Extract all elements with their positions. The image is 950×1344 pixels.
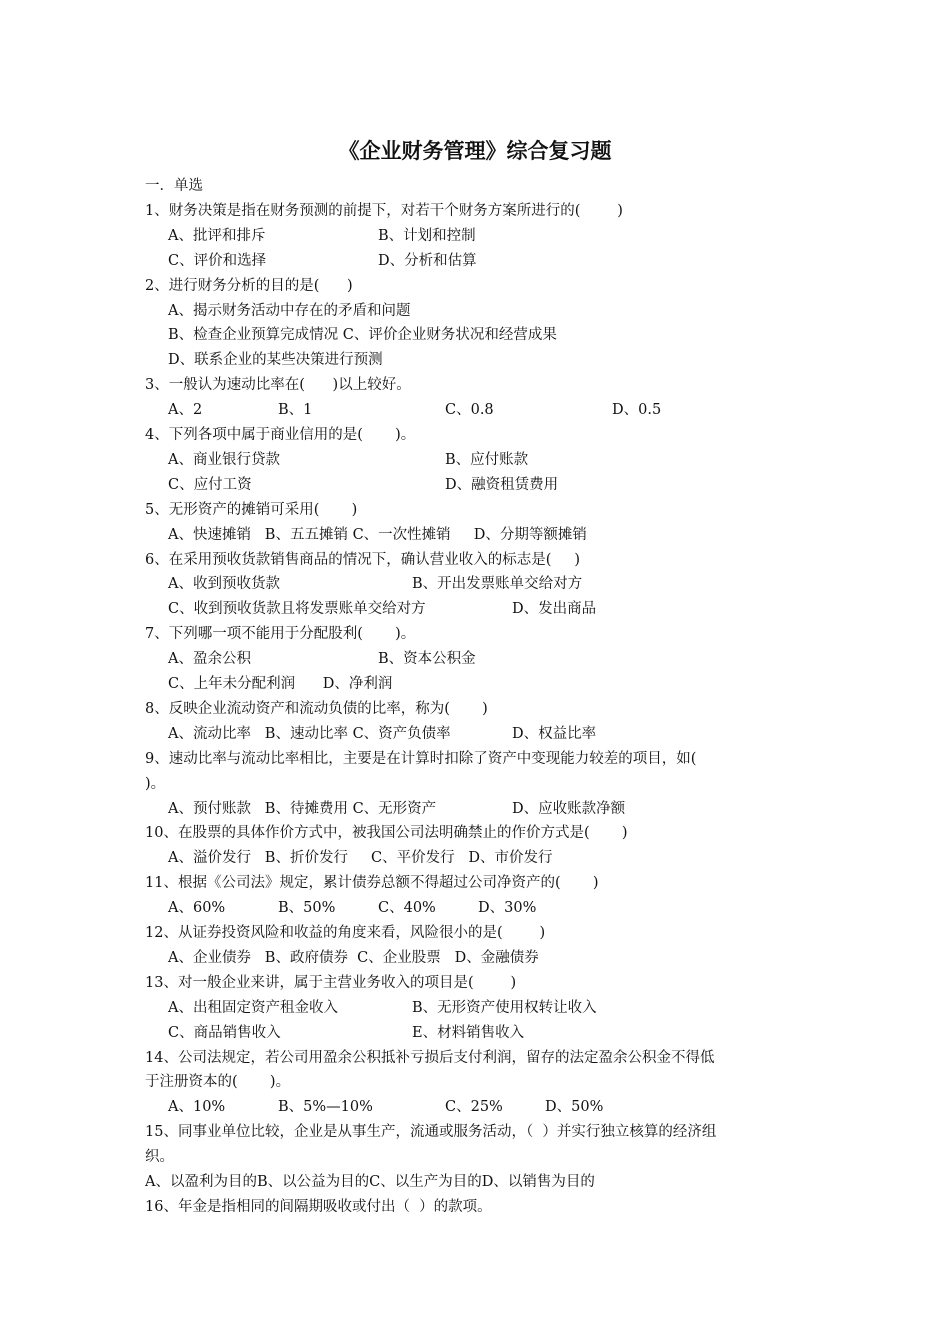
section-heading: 一．单选 (145, 178, 203, 194)
answer-option: C、应付工资 (168, 476, 252, 493)
answer-option: B、开出发票账单交给对方 (412, 576, 583, 593)
answer-option: A、10% (168, 1099, 226, 1116)
question-stem: 3、一般认为速动比率在( )以上较好。 (145, 377, 411, 394)
answer-option: B、1 (278, 402, 313, 419)
question-stem: 8、反映企业流动资产和流动负债的比率，称为( ) (145, 700, 488, 717)
question-stem: 11、根据《公司法》规定，累计债券总额不得超过公司净资产的( ) (145, 875, 599, 892)
answer-option: C、25% (445, 1099, 503, 1116)
question-stem: 15、同事业单位比较，企业是从事生产，流通或服务活动，（ ）并实行独立核算的经济组 (145, 1124, 717, 1141)
answer-option: D、应收账款净额 (512, 800, 626, 817)
question-stem: 12、从证券投资风险和收益的角度来看，风险很小的是( ) (145, 925, 546, 941)
answer-option: A、企业债券 B、政府债券 C、企业股票 D、金融债券 (168, 949, 539, 966)
answer-option: D、50% (545, 1099, 604, 1116)
answer-option: D、发出商品 (512, 601, 597, 618)
answer-option: A、60% (168, 900, 226, 917)
answer-option: B、计划和控制 (378, 227, 476, 244)
question-stem: 5、无形资产的摊销可采用( ) (145, 501, 358, 518)
answer-option: B、5%—10% (278, 1099, 373, 1116)
document-title: 《企业财务管理》综合复习题 (338, 139, 612, 163)
answer-option: A、流动比率 B、速动比率 C、资产负债率 (168, 725, 451, 742)
answer-option: C、40% (378, 900, 436, 917)
answer-option: D、30% (478, 900, 537, 917)
answer-option: A、揭示财务活动中存在的矛盾和问题 (168, 302, 411, 319)
answer-option: A、批评和排斥 (168, 227, 266, 244)
question-stem: 织。 (145, 1149, 174, 1166)
answer-option: C、商品销售收入 (168, 1024, 281, 1041)
question-stem: 2、进行财务分析的目的是( ) (145, 277, 353, 294)
answer-option: B、无形资产使用权转让收入 (412, 999, 597, 1016)
answer-option: C、收到预收货款且将发票账单交给对方 (168, 601, 426, 618)
question-stem: 于注册资本的( )。 (145, 1074, 291, 1091)
question-stem: 14、公司法规定，若公司用盈余公积抵补亏损后支付利润，留存的法定盈余公积金不得低 (145, 1049, 715, 1066)
answer-option: E、材料销售收入 (412, 1024, 525, 1041)
answer-option: B、检查企业预算完成情况 C、评价企业财务状况和经营成果 (168, 327, 557, 344)
answer-option: A、预付账款 B、待摊费用 C、无形资产 (168, 800, 437, 817)
answer-option: D、融资租赁费用 (445, 476, 559, 493)
question-stem: 16、年金是指相同的间隔期吸收或付出（ ）的款项。 (145, 1198, 492, 1215)
answer-option: A、商业银行贷款 (168, 451, 280, 468)
answer-option: A、收到预收货款 (168, 576, 280, 593)
answer-option: B、50% (278, 900, 336, 917)
question-stem: 6、在采用预收货款销售商品的情况下，确认营业收入的标志是( ) (145, 551, 581, 568)
question-stem: 1、财务决策是指在财务预测的前提下，对若干个财务方案所进行的( ) (145, 202, 623, 219)
answer-option: D、权益比率 (512, 725, 597, 742)
answer-option: D、0.5 (612, 402, 662, 419)
question-stem: 10、在股票的具体作价方式中，被我国公司法明确禁止的作价方式是( ) (145, 825, 628, 842)
answer-option: C、0.8 (445, 402, 494, 419)
answer-option: C、上年未分配利润 D、净利润 (168, 676, 393, 692)
question-stem: 13、对一般企业来讲，属于主营业务收入的项目是( ) (145, 974, 517, 991)
answer-option: A、以盈利为目的B、以公益为目的C、以生产为目的D、以销售为目的 (145, 1174, 595, 1190)
question-stem: )。 (145, 775, 166, 792)
answer-option: D、分析和估算 (378, 252, 477, 269)
question-stem: 4、下列各项中属于商业信用的是( )。 (145, 427, 416, 443)
answer-option: A、2 (168, 402, 203, 419)
question-stem: 9、速动比率与流动比率相比，主要是在计算时扣除了资产中变现能力较差的项目，如( (145, 750, 697, 767)
answer-option: D、联系企业的某些决策进行预测 (168, 352, 383, 369)
answer-option: A、溢价发行 B、折价发行 C、平价发行 D、市价发行 (168, 850, 553, 867)
answer-option: C、评价和选择 (168, 252, 267, 269)
answer-option: B、应付账款 (445, 451, 529, 468)
question-stem: 7、下列哪一项不能用于分配股利( )。 (145, 626, 416, 643)
answer-option: A、盈余公积 (168, 651, 251, 668)
answer-option: A、快速摊销 B、五五摊销 C、一次性摊销 D、分期等额摊销 (168, 526, 587, 543)
answer-option: B、资本公积金 (378, 651, 476, 668)
answer-option: A、出租固定资产租金收入 (168, 999, 338, 1016)
